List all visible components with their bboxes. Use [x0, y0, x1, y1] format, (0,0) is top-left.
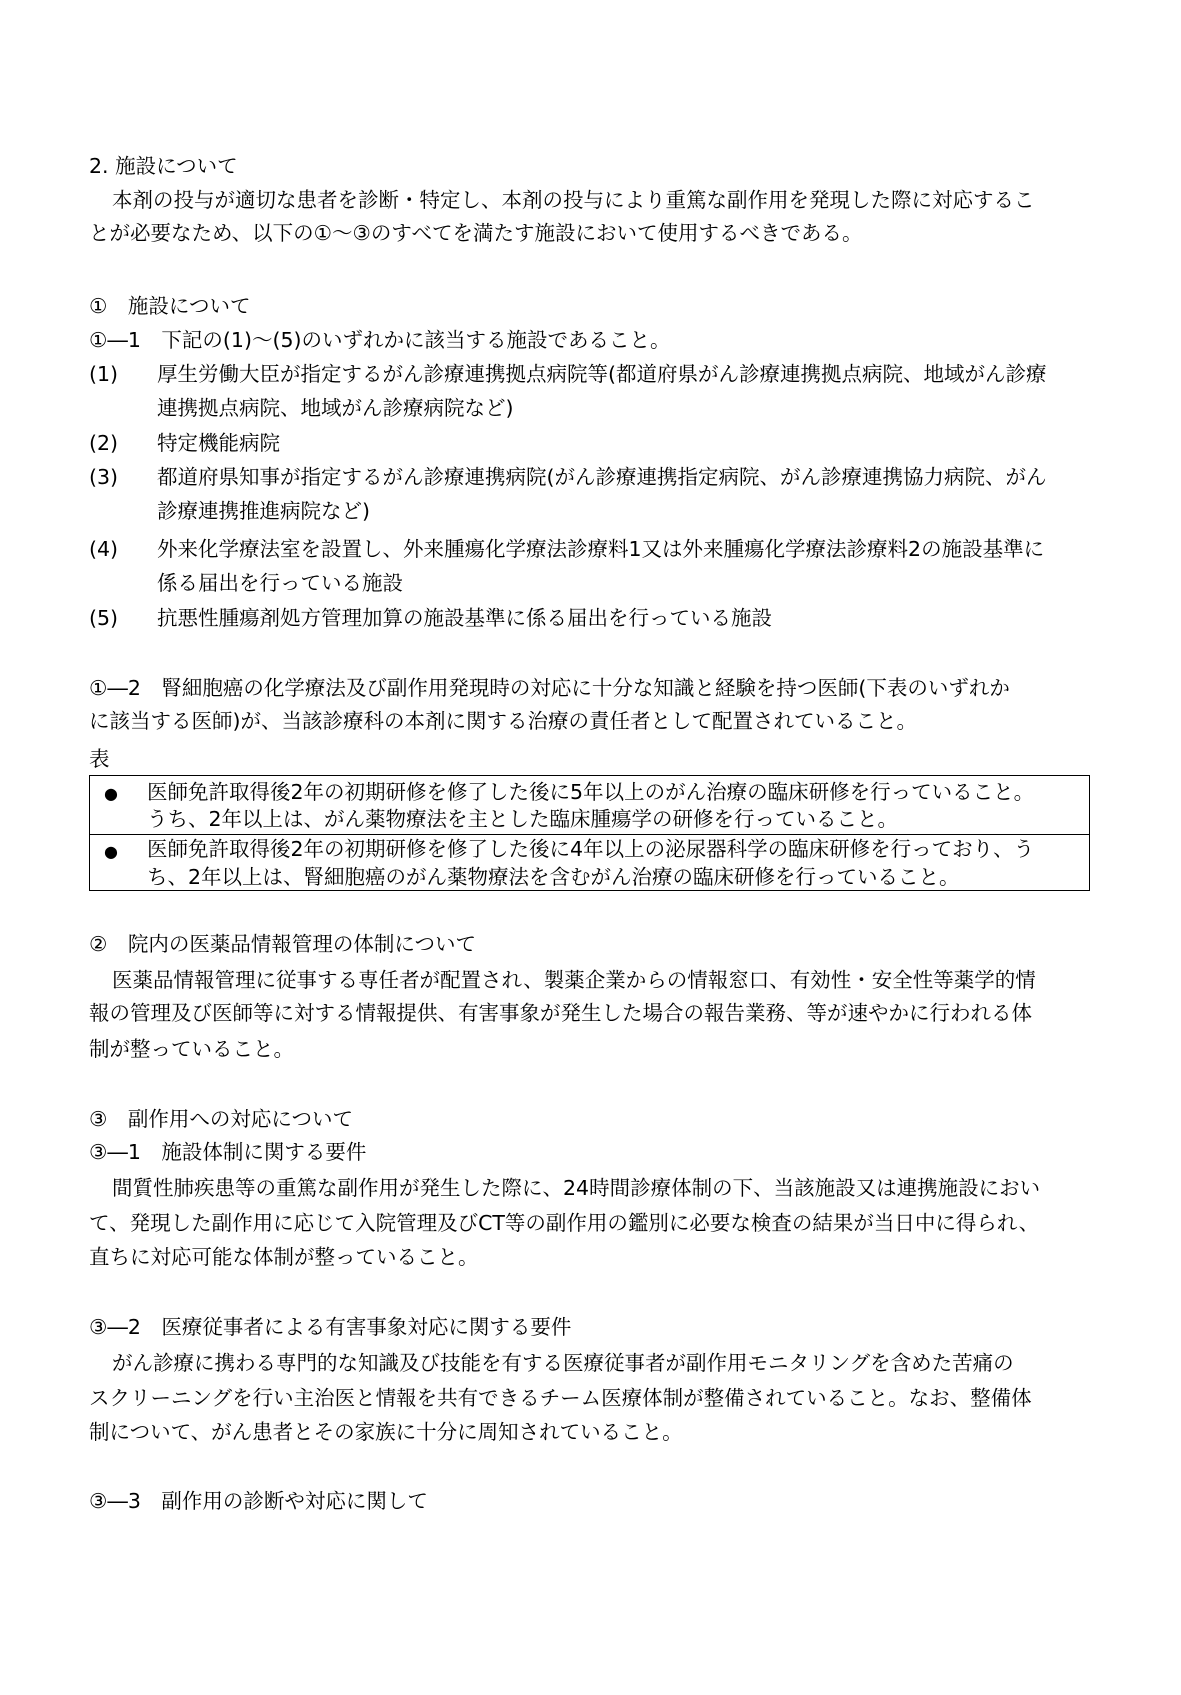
bullet-icon: ● [104, 842, 118, 861]
side-effect-sub2-line: スクリーニングを行い主治医と情報を共有できるチーム医療体制が整備されていること。なお、整備体 [89, 1386, 1032, 1410]
side-effect-sub1-line: 直ちに対応可能な体制が整っていること。 [89, 1245, 479, 1269]
item-text: 外来化学療法室を設置し、外来腫瘍化学療法診療料1又は外来腫瘍化学療法診療料2の施設基準に [157, 537, 1045, 561]
side-effect-sub1-line: て、発現した副作用に応じて入院管理及びCT等の副作用の鑑別に必要な検査の結果が当日中に得られ、 [89, 1211, 1040, 1235]
side-effect-sub2-line: がん診療に携わる専門的な知識及び技能を有する医療従事者が副作用モニタリングを含めた苦痛の [112, 1351, 1014, 1375]
side-effect-sub1-line: 間質性肺疾患等の重篤な副作用が発生した際に、24時間診療体制の下、当該施設又は連携施設におい [112, 1176, 1041, 1200]
side-effect-heading: ③ 副作用への対応について [89, 1107, 353, 1131]
drug-info-line: 医薬品情報管理に従事する専任者が配置され、製薬企業からの情報窓口、有効性・安全性等薬学的情 [112, 968, 1036, 992]
table-cell-line: ち、2年以上は、腎細胞癌のがん薬物療法を含むがん治療の臨床研修を行っていること。 [147, 865, 960, 889]
item-text: 都道府県知事が指定するがん診療連携病院(がん診療連携指定病院、がん診療連携協力病院、がん [157, 465, 1047, 489]
item-label: (4) [89, 537, 119, 561]
item-text: 抗悪性腫瘍剤処方管理加算の施設基準に係る届出を行っている施設 [157, 606, 772, 630]
facility-sub2-line: に該当する医師)が、当該診療科の本剤に関する治療の責任者として配置されていること。 [89, 709, 917, 733]
table-cell-line: うち、2年以上は、がん薬物療法を主とした臨床腫瘍学の研修を行っていること。 [147, 807, 899, 831]
intro-line: 本剤の投与が適切な患者を診断・特定し、本剤の投与により重篤な副作用を発現した際に対応するこ [112, 188, 1035, 212]
section-title: 2. 施設について [89, 154, 238, 178]
table-cell-line: 医師免許取得後2年の初期研修を修了した後に4年以上の泌尿器科学の臨床研修を行っており、う [147, 837, 1035, 861]
item-text: 特定機能病院 [157, 431, 280, 455]
drug-info-heading: ② 院内の医薬品情報管理の体制について [89, 932, 476, 956]
bullet-icon: ● [104, 784, 118, 803]
side-effect-sub3-heading: ③―3 副作用の診断や対応に関して [89, 1489, 428, 1513]
facility-sub1-heading: ①―1 下記の(1)～(5)のいずれかに該当する施設であること。 [89, 328, 671, 352]
side-effect-sub2-heading: ③―2 医療従事者による有害事象対応に関する要件 [89, 1315, 572, 1339]
item-label: (3) [89, 465, 119, 489]
item-label: (2) [89, 431, 119, 455]
item-text: 厚生労働大臣が指定するがん診療連携拠点病院等(都道府県がん診療連携拠点病院、地域がん診療 [157, 362, 1047, 386]
item-label: (1) [89, 362, 119, 386]
drug-info-line: 制が整っていること。 [89, 1037, 294, 1061]
table-row [90, 834, 1089, 891]
side-effect-sub2-line: 制について、がん患者とその家族に十分に周知されていること。 [89, 1420, 683, 1444]
table-cell-line: 医師免許取得後2年の初期研修を修了した後に5年以上のがん治療の臨床研修を行っていること。 [147, 780, 1035, 804]
intro-line: とが必要なため、以下の①～③のすべてを満たす施設において使用するべきである。 [89, 221, 863, 245]
requirements-table [89, 775, 1090, 891]
item-label: (5) [89, 606, 119, 630]
facility-heading: ① 施設について [89, 294, 251, 318]
table-label: 表 [89, 747, 110, 771]
facility-sub2-line: ①―2 腎細胞癌の化学療法及び副作用発現時の対応に十分な知識と経験を持つ医師(下表のいずれか [89, 676, 1010, 700]
table-row [90, 776, 1089, 835]
item-text: 連携拠点病院、地域がん診療病院など) [157, 396, 514, 420]
drug-info-line: 報の管理及び医師等に対する情報提供、有害事象が発生した場合の報告業務、等が速やかに行われる体 [89, 1001, 1032, 1025]
item-text: 診療連携推進病院など) [157, 499, 370, 523]
side-effect-sub1-heading: ③―1 施設体制に関する要件 [89, 1140, 367, 1164]
item-text: 係る届出を行っている施設 [157, 571, 403, 595]
